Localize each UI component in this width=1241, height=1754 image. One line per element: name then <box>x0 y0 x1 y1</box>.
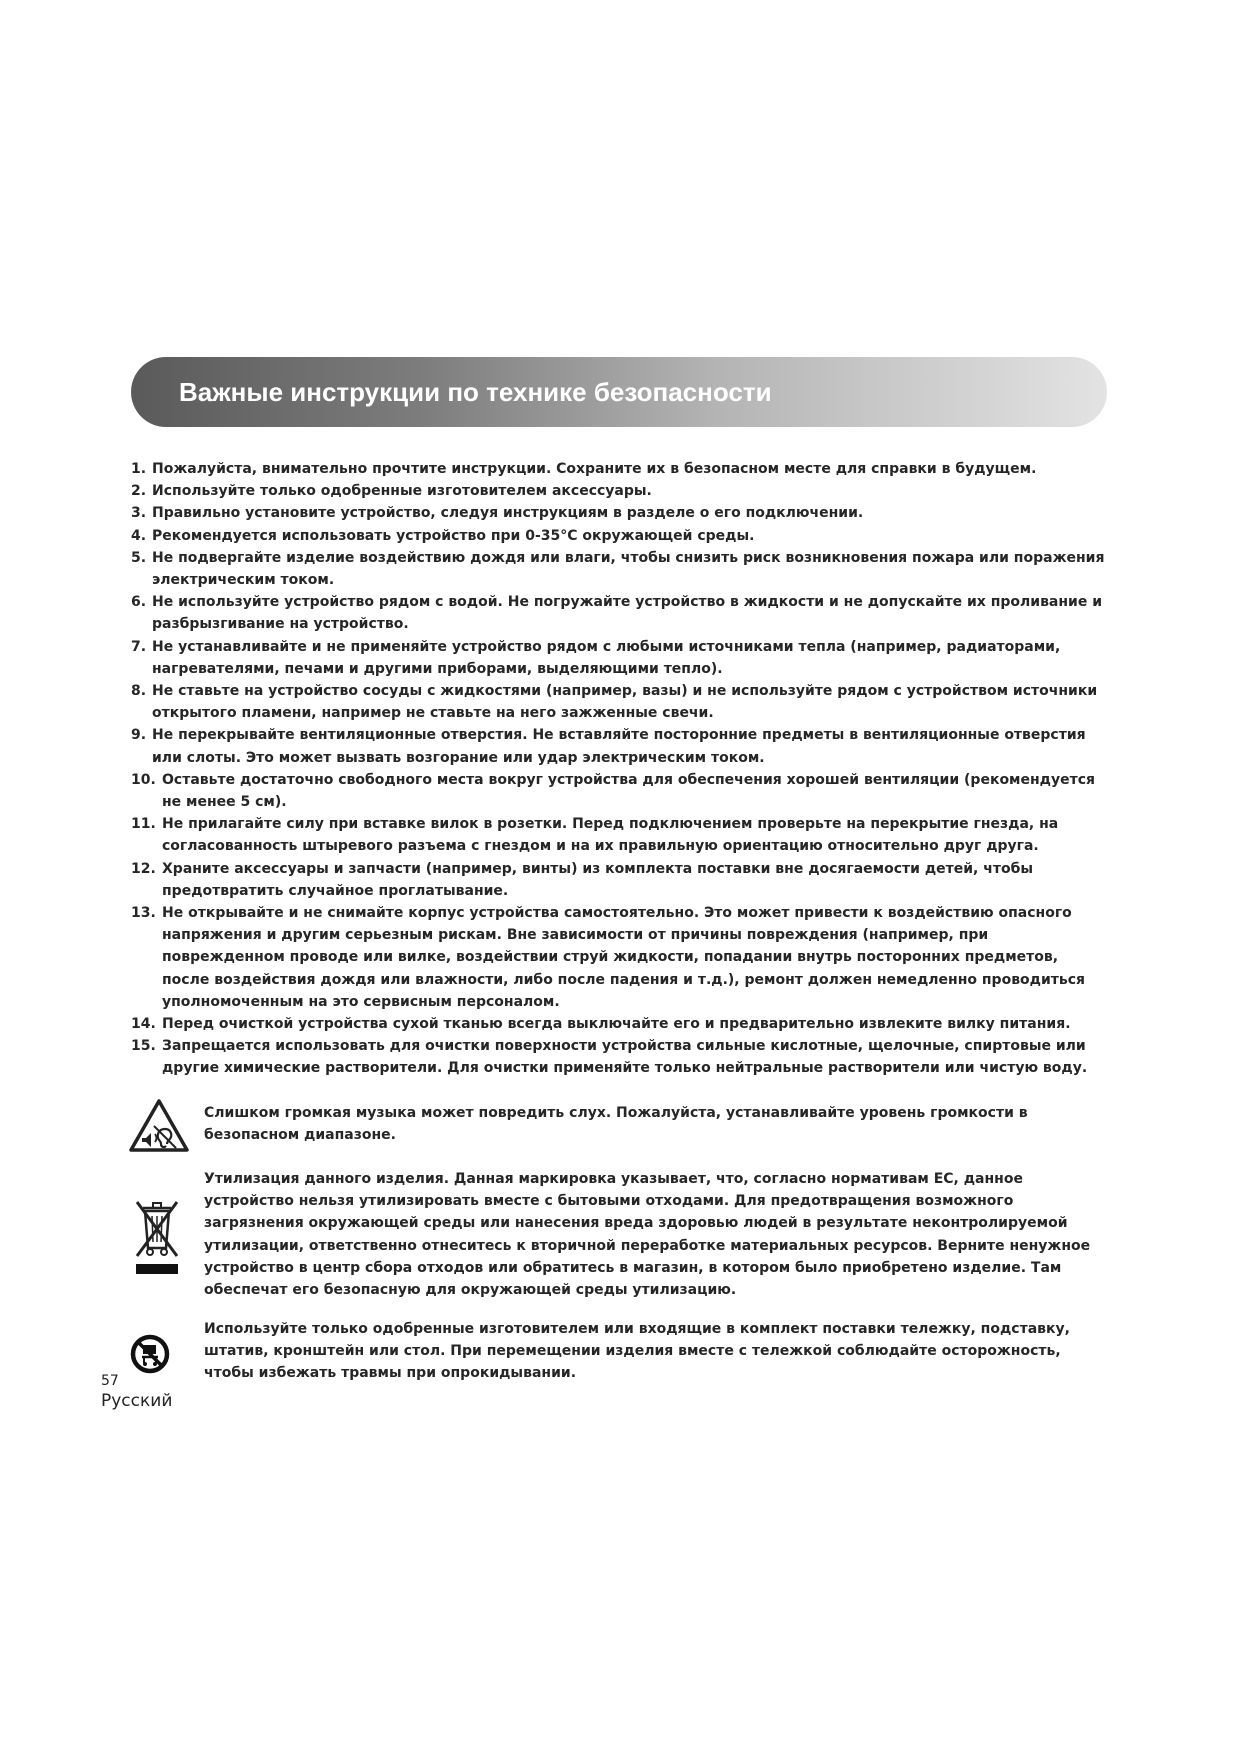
instruction-number: 8. <box>131 683 147 700</box>
instruction-text: Запрещается использовать для очистки поверхности устройства сильные кислотные, щелочные, спиртовые или другие химические растворители. Для очистки применяйте только нейтральные растворители или чистую воду. <box>162 1038 1088 1077</box>
instruction-text: Не прилагайте силу при вставке вилок в розетки. Перед подключением проверьте на перекрытие гнезда, на согласованность штыревого разъема с гнездом и на их правильную ориентацию относительно друг друга. <box>162 816 1059 855</box>
instruction-item <box>131 480 1106 502</box>
instruction-number: 15. <box>131 1038 156 1055</box>
instruction-text: Не используйте устройство рядом с водой. Не погружайте устройство в жидкости и не допускайте их проливание и разбрызгивание на устройство. <box>152 594 1103 633</box>
instruction-item <box>131 858 1106 902</box>
cart-tipover-icon <box>130 1334 170 1374</box>
instruction-number: 4. <box>131 527 147 544</box>
instruction-text: Не ставьте на устройство сосуды с жидкостями (например, вазы) и не используйте рядом с устройством источники открытого пламени, например не ставьте на него зажженные свечи. <box>152 683 1098 722</box>
instruction-number: 2. <box>131 483 147 500</box>
instruction-item <box>131 502 1106 524</box>
disposal-text: Утилизация данного изделия. Данная маркировка указывает, что, согласно нормативам ЕС, данное устройство нельзя утилизировать вместе с бытовыми отходами. Для предотвращения возможного загрязнения окружающей среды или нанесения вреда здоровью людей в результате неконтролируемой утилизации, ответственно отнеситесь к вторичной переработке материальных ресурсов. Верните ненужное устройство в центр сбора отходов или обратитесь в магазин, в котором было приобретено изделие. Там обеспечат его безопасную для окружающей среды утилизацию. <box>204 1171 1091 1299</box>
instruction-number: 6. <box>131 594 147 611</box>
section-header-banner <box>131 357 1107 427</box>
instruction-text: Храните аксессуары и запчасти (например, винты) из комплекта поставки вне досягаемости детей, чтобы предотвратить случайное проглатывание. <box>162 860 1034 899</box>
instruction-text: Используйте только одобренные изготовителем аксессуары. <box>152 483 652 500</box>
hearing-warning-text: Слишком громкая музыка может повредить слух. Пожалуйста, устанавливайте уровень громкости в безопасном диапазоне. <box>204 1105 1028 1144</box>
instruction-number: 9. <box>131 727 147 744</box>
safety-instructions-list <box>131 458 1106 1080</box>
instruction-item <box>131 1013 1106 1035</box>
instruction-number: 5. <box>131 549 147 566</box>
instruction-number: 14. <box>131 1016 156 1033</box>
instruction-item <box>131 769 1106 813</box>
instruction-number: 7. <box>131 638 147 655</box>
instruction-item <box>131 813 1106 857</box>
instruction-text: Пожалуйста, внимательно прочтите инструкции. Сохраните их в безопасном месте для справки в будущем. <box>152 461 1037 477</box>
instruction-number: 3. <box>131 505 147 522</box>
instruction-text: Не подвергайте изделие воздействию дождя или влаги, чтобы снизить риск возникновения пожара или поражения электрическим током. <box>152 549 1105 589</box>
instruction-item <box>131 525 1106 547</box>
instruction-item <box>131 902 1106 1013</box>
instruction-number: 11. <box>131 816 156 833</box>
instruction-number: 13. <box>131 905 156 922</box>
instruction-item <box>131 547 1106 591</box>
instruction-text: Не перекрывайте вентиляционные отверстия. Не вставляйте посторонние предметы в вентиляционные отверстия или слоты. Это может вызвать возгорание или удар электрическим током. <box>152 727 1086 766</box>
section-title: Важные инструкции по технике безопасности <box>179 377 772 407</box>
instruction-text: Перед очисткой устройства сухой тканью всегда выключайте его и предварительно извлеките вилку питания. <box>162 1016 1071 1033</box>
cart-warning-text: Используйте только одобренные изготовителем или входящие в комплект поставки тележку, подставку, штатив, кронштейн или стол. При перемещении изделия вместе с тележкой соблюдайте осторожность, чтобы избежать травмы при опрокидывании. <box>204 1321 1070 1382</box>
instruction-number: 12. <box>131 860 156 877</box>
instruction-text: Оставьте достаточно свободного места вокруг устройства для обеспечения хорошей вентиляции (рекомендуется не менее 5 см). <box>162 771 1096 811</box>
instruction-text: Рекомендуется использовать устройство при 0-35°C окружающей среды. <box>152 527 755 544</box>
instruction-text: Не устанавливайте и не применяйте устройство рядом с любыми источниками тепла (например, радиаторами, нагревателями, печами и другими приборами, выделяющими тепло). <box>152 638 1061 677</box>
instruction-number: 10. <box>131 771 156 788</box>
instruction-text: Не открывайте и не снимайте корпус устройства самостоятельно. Это может привести к воздействию опасного напряжения и другим серьезным рискам. Вне зависимости от причины повреждения (например, при поврежденном проводе или вилке, воздействии струй жидкости, попадании внутрь посторонних предметов, после воздействия дождя или влажности, либо после падения и т.д.), ремонт должен немедленно проводиться уполномоченным на это сервисным персоналом. <box>162 905 1086 1010</box>
instruction-item <box>131 724 1106 768</box>
hearing-warning-icon <box>128 1098 190 1154</box>
instruction-item <box>131 458 1106 480</box>
language-label: Русский <box>101 1391 173 1411</box>
weee-disposal-icon <box>133 1198 181 1278</box>
instruction-item <box>131 680 1106 724</box>
instruction-text: Правильно установите устройство, следуя инструкциям в разделе о его подключении. <box>152 505 864 522</box>
instruction-number: 1. <box>131 461 147 477</box>
page-number: 57 <box>101 1373 119 1389</box>
instruction-item <box>131 591 1106 635</box>
instruction-item <box>131 636 1106 680</box>
instruction-item <box>131 1035 1106 1079</box>
